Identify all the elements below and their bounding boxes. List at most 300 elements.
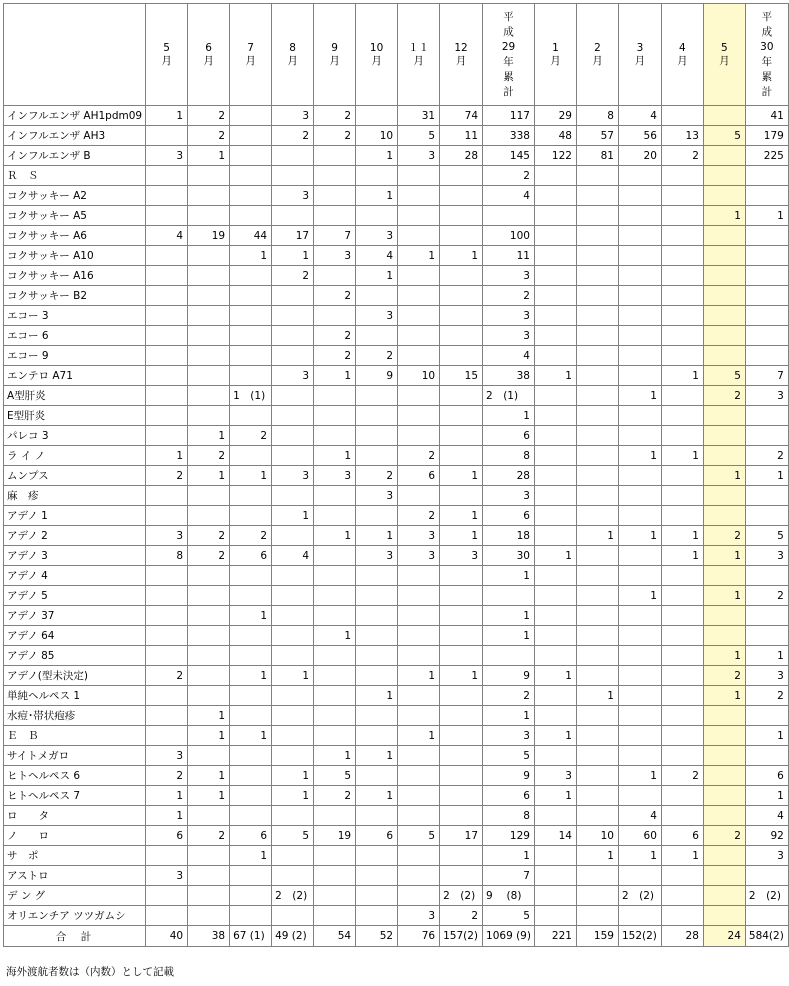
table-cell — [272, 446, 314, 466]
table-cell — [356, 706, 398, 726]
table-cell: 2 — [230, 426, 272, 446]
table-cell — [440, 786, 483, 806]
table-cell: 2 — [188, 526, 230, 546]
table-cell: 2 (2) — [272, 886, 314, 906]
table-cell — [314, 806, 356, 826]
table-cell — [534, 186, 576, 206]
table-cell — [703, 486, 745, 506]
table-cell — [534, 586, 576, 606]
table-cell — [576, 386, 618, 406]
table-cell: 159 — [576, 926, 618, 947]
table-cell — [618, 786, 661, 806]
table-cell — [618, 466, 661, 486]
table-cell — [576, 666, 618, 686]
table-cell — [398, 266, 440, 286]
table-cell — [146, 886, 188, 906]
table-cell: 1 — [314, 746, 356, 766]
table-cell: 9 — [483, 666, 535, 686]
table-cell — [188, 606, 230, 626]
table-row — [4, 386, 789, 406]
table-cell — [230, 766, 272, 786]
table-cell — [534, 466, 576, 486]
table-cell — [146, 366, 188, 386]
table-cell — [576, 626, 618, 646]
table-cell — [356, 866, 398, 886]
column-header: 3 月 — [618, 4, 661, 106]
table-cell: 2 — [230, 526, 272, 546]
table-cell: 1 — [661, 546, 703, 566]
table-cell: 1 — [356, 526, 398, 546]
table-cell: 6 — [356, 826, 398, 846]
table-cell — [483, 586, 535, 606]
table-cell — [618, 266, 661, 286]
table-cell: 1 — [272, 506, 314, 526]
table-cell: 8 — [483, 446, 535, 466]
row-label: エコー 3 — [4, 306, 146, 326]
table-cell: 1 — [146, 446, 188, 466]
table-cell — [618, 666, 661, 686]
table-cell: 584(2) — [745, 926, 788, 947]
table-cell — [230, 286, 272, 306]
row-label: アストロ — [4, 866, 146, 886]
table-cell — [745, 606, 788, 626]
table-cell — [272, 586, 314, 606]
table-cell — [146, 306, 188, 326]
table-cell: 2 — [483, 166, 535, 186]
row-label: デ ン グ — [4, 886, 146, 906]
table-cell — [576, 206, 618, 226]
table-cell — [356, 166, 398, 186]
table-cell — [576, 306, 618, 326]
table-cell — [703, 766, 745, 786]
table-cell — [745, 266, 788, 286]
total-label: 合 計 — [4, 926, 146, 947]
table-cell — [398, 566, 440, 586]
table-cell — [618, 626, 661, 646]
table-cell — [398, 346, 440, 366]
table-cell: 1 — [745, 786, 788, 806]
table-cell: 6 — [146, 826, 188, 846]
table-row — [4, 826, 789, 846]
table-cell — [534, 646, 576, 666]
table-cell — [576, 266, 618, 286]
table-row — [4, 246, 789, 266]
footnote: 海外渡航者数は（内数）として記載 — [6, 966, 174, 978]
table-cell — [314, 706, 356, 726]
table-cell: 1 — [440, 246, 483, 266]
table-cell: 2 — [745, 446, 788, 466]
table-cell — [534, 346, 576, 366]
table-cell — [618, 906, 661, 926]
table-cell: 2 — [272, 266, 314, 286]
table-cell — [703, 446, 745, 466]
table-cell — [661, 606, 703, 626]
table-cell — [356, 886, 398, 906]
table-cell: 1 — [272, 766, 314, 786]
table-cell — [398, 886, 440, 906]
table-cell — [703, 306, 745, 326]
table-cell: 1 — [703, 466, 745, 486]
table-cell — [703, 286, 745, 306]
table-cell — [661, 106, 703, 126]
table-cell: 30 — [483, 546, 535, 566]
row-label: ヒトヘルペス 6 — [4, 766, 146, 786]
table-cell — [534, 406, 576, 426]
table-cell — [703, 906, 745, 926]
table-cell — [272, 866, 314, 886]
table-cell — [230, 626, 272, 646]
table-cell — [272, 306, 314, 326]
table-cell: 338 — [483, 126, 535, 146]
table-cell: 2 — [188, 446, 230, 466]
table-cell: 1 — [398, 666, 440, 686]
table-cell: 1 — [356, 266, 398, 286]
table-row — [4, 626, 789, 646]
table-cell — [146, 686, 188, 706]
table-cell — [188, 266, 230, 286]
table-cell — [356, 846, 398, 866]
table-cell: 3 — [272, 466, 314, 486]
table-cell — [188, 626, 230, 646]
table-cell — [230, 166, 272, 186]
table-cell — [534, 866, 576, 886]
table-cell — [146, 246, 188, 266]
table-cell — [314, 606, 356, 626]
row-label: インフルエンザ B — [4, 146, 146, 166]
table-cell — [188, 566, 230, 586]
table-cell — [576, 586, 618, 606]
table-cell — [576, 886, 618, 906]
table-cell: 1 — [618, 586, 661, 606]
table-cell — [146, 606, 188, 626]
row-label: アデノ 5 — [4, 586, 146, 606]
table-cell — [661, 326, 703, 346]
table-cell — [534, 806, 576, 826]
table-cell: 1 — [440, 666, 483, 686]
column-header: 9 月 — [314, 4, 356, 106]
table-cell — [618, 686, 661, 706]
table-row — [4, 526, 789, 546]
table-cell — [356, 426, 398, 446]
table-cell — [703, 266, 745, 286]
table-cell: 179 — [745, 126, 788, 146]
table-cell — [230, 306, 272, 326]
table-cell — [661, 246, 703, 266]
table-cell: 3 — [483, 726, 535, 746]
table-cell — [314, 386, 356, 406]
table-cell — [146, 406, 188, 426]
column-header: 6 月 — [188, 4, 230, 106]
table-row — [4, 326, 789, 346]
table-cell: 3 — [398, 906, 440, 926]
table-cell — [272, 686, 314, 706]
table-cell — [576, 746, 618, 766]
table-cell — [745, 746, 788, 766]
table-cell — [618, 426, 661, 446]
table-cell — [230, 706, 272, 726]
table-cell: 1 — [398, 726, 440, 746]
table-cell: 7 — [483, 866, 535, 886]
table-cell: 5 — [314, 766, 356, 786]
table-cell: 38 — [483, 366, 535, 386]
table-cell — [576, 546, 618, 566]
table-cell: 7 — [314, 226, 356, 246]
table-cell — [230, 686, 272, 706]
column-header: 平 成 30 年 累 計 — [745, 4, 788, 106]
table-cell — [272, 386, 314, 406]
table-cell — [745, 346, 788, 366]
table-cell: 49 (2) — [272, 926, 314, 947]
table-cell — [576, 606, 618, 626]
table-cell: 3 — [356, 306, 398, 326]
table-cell — [534, 266, 576, 286]
table-cell — [534, 386, 576, 406]
table-cell: 1 — [272, 246, 314, 266]
row-label: アデノ 2 — [4, 526, 146, 546]
table-cell: 5 — [483, 906, 535, 926]
table-cell: 3 — [314, 466, 356, 486]
table-cell: 1 — [618, 386, 661, 406]
table-cell: 10 — [576, 826, 618, 846]
row-label: エンテロ A71 — [4, 366, 146, 386]
table-cell: 3 — [146, 146, 188, 166]
table-cell — [314, 166, 356, 186]
table-cell: 1 — [618, 526, 661, 546]
table-cell: 4 — [745, 806, 788, 826]
table-cell: 3 — [745, 846, 788, 866]
table-cell — [398, 646, 440, 666]
table-cell — [440, 266, 483, 286]
table-cell — [745, 426, 788, 446]
table-cell: 10 — [398, 366, 440, 386]
table-cell: 1 — [356, 786, 398, 806]
table-cell: 57 — [576, 126, 618, 146]
table-cell — [534, 326, 576, 346]
table-cell: 15 — [440, 366, 483, 386]
table-cell — [230, 906, 272, 926]
table-cell: 6 — [230, 546, 272, 566]
table-row — [4, 806, 789, 826]
table-body — [4, 106, 789, 947]
table-cell — [440, 706, 483, 726]
table-cell: 1 — [745, 466, 788, 486]
row-label: インフルエンザ AH1pdm09 — [4, 106, 146, 126]
table-cell — [356, 206, 398, 226]
table-cell — [661, 886, 703, 906]
table-cell: 4 — [146, 226, 188, 246]
table-cell: 1 — [483, 846, 535, 866]
table-cell: 5 — [272, 826, 314, 846]
table-cell — [661, 666, 703, 686]
table-cell — [534, 846, 576, 866]
table-cell — [188, 686, 230, 706]
table-cell — [576, 506, 618, 526]
table-row — [4, 886, 789, 906]
table-cell — [618, 406, 661, 426]
table-cell: 1 — [661, 526, 703, 546]
table-cell: 2 — [188, 546, 230, 566]
table-cell — [745, 406, 788, 426]
table-cell — [146, 206, 188, 226]
table-cell — [314, 206, 356, 226]
table-cell: 1 — [745, 726, 788, 746]
table-cell — [576, 806, 618, 826]
table-cell — [440, 686, 483, 706]
table-cell: 67 (1) — [230, 926, 272, 947]
table-cell — [534, 246, 576, 266]
table-cell: 2 — [314, 326, 356, 346]
table-cell: 2 — [745, 686, 788, 706]
table-cell — [398, 786, 440, 806]
table-cell: 2 — [314, 786, 356, 806]
table-cell: 2 — [146, 766, 188, 786]
table-cell — [703, 606, 745, 626]
table-cell: 1 — [534, 366, 576, 386]
table-cell — [440, 646, 483, 666]
table-cell — [398, 606, 440, 626]
row-label: A型肝炎 — [4, 386, 146, 406]
table-cell — [398, 326, 440, 346]
table-cell — [230, 126, 272, 146]
table-cell: 28 — [483, 466, 535, 486]
table-cell: 122 — [534, 146, 576, 166]
table-cell: 1 — [314, 366, 356, 386]
table-cell — [703, 346, 745, 366]
row-label: アデノ 4 — [4, 566, 146, 586]
table-cell — [618, 326, 661, 346]
table-cell: 1069 (9) — [483, 926, 535, 947]
table-cell: 3 — [356, 546, 398, 566]
table-cell — [272, 206, 314, 226]
table-cell — [440, 726, 483, 746]
table-cell: 3 — [534, 766, 576, 786]
table-cell: 3 — [356, 486, 398, 506]
table-cell — [576, 566, 618, 586]
table-cell: 1 — [703, 646, 745, 666]
column-header: 8 月 — [272, 4, 314, 106]
table-cell: 1 — [230, 466, 272, 486]
row-label: ノ ロ — [4, 826, 146, 846]
table-cell — [745, 486, 788, 506]
table-row — [4, 706, 789, 726]
table-cell: 1 — [483, 626, 535, 646]
table-row — [4, 366, 789, 386]
table-cell: 4 — [356, 246, 398, 266]
table-cell: 1 — [576, 686, 618, 706]
table-cell — [661, 586, 703, 606]
table-cell — [146, 506, 188, 526]
table-cell — [272, 346, 314, 366]
row-label: コクサッキー A5 — [4, 206, 146, 226]
table-row — [4, 166, 789, 186]
table-cell: 1 — [230, 666, 272, 686]
table-cell — [230, 746, 272, 766]
table-cell: 92 — [745, 826, 788, 846]
table-cell — [745, 186, 788, 206]
table-cell: 1 — [534, 666, 576, 686]
table-cell — [703, 806, 745, 826]
table-cell: 41 — [745, 106, 788, 126]
row-label: アデノ 85 — [4, 646, 146, 666]
table-cell — [398, 166, 440, 186]
table-cell — [314, 406, 356, 426]
table-row — [4, 486, 789, 506]
table-cell — [440, 306, 483, 326]
table-cell — [188, 386, 230, 406]
table-cell — [314, 546, 356, 566]
table-cell: 1 — [272, 666, 314, 686]
table-cell: 2 — [314, 286, 356, 306]
table-cell: 1 — [398, 246, 440, 266]
table-cell — [188, 846, 230, 866]
table-cell: 2 — [661, 146, 703, 166]
table-cell — [146, 166, 188, 186]
table-cell — [661, 686, 703, 706]
table-cell — [661, 806, 703, 826]
table-cell — [703, 866, 745, 886]
table-cell — [576, 906, 618, 926]
table-cell: 7 — [745, 366, 788, 386]
table-cell — [618, 506, 661, 526]
table-cell: 44 — [230, 226, 272, 246]
table-cell — [398, 386, 440, 406]
virus-detection-table — [3, 3, 789, 947]
row-label: ロ タ — [4, 806, 146, 826]
table-cell — [661, 466, 703, 486]
table-cell — [230, 586, 272, 606]
table-cell: 19 — [314, 826, 356, 846]
row-label: オリエンチア ツツガムシ — [4, 906, 146, 926]
table-cell: 1 — [703, 206, 745, 226]
table-cell — [661, 186, 703, 206]
table-row — [4, 506, 789, 526]
table-cell — [356, 506, 398, 526]
table-cell — [314, 686, 356, 706]
table-cell: 1 — [188, 146, 230, 166]
table-cell: 2 (2) — [745, 886, 788, 906]
table-cell: 1 — [314, 446, 356, 466]
table-cell — [230, 146, 272, 166]
table-cell — [356, 326, 398, 346]
table-cell — [146, 266, 188, 286]
table-cell — [483, 646, 535, 666]
table-cell — [576, 726, 618, 746]
column-header: 12 月 — [440, 4, 483, 106]
table-cell: 6 — [661, 826, 703, 846]
table-cell — [534, 486, 576, 506]
table-cell: 1 — [230, 726, 272, 746]
row-label: Ｅ Ｂ — [4, 726, 146, 746]
table-cell: 17 — [440, 826, 483, 846]
table-cell — [440, 586, 483, 606]
table-cell — [356, 106, 398, 126]
table-cell — [398, 486, 440, 506]
table-cell — [661, 646, 703, 666]
table-cell — [576, 186, 618, 206]
table-cell — [440, 486, 483, 506]
table-cell — [398, 286, 440, 306]
table-cell — [272, 526, 314, 546]
table-cell — [440, 206, 483, 226]
table-cell — [314, 146, 356, 166]
table-cell: 2 — [483, 686, 535, 706]
table-cell: 3 — [398, 546, 440, 566]
corner-cell — [4, 4, 146, 106]
table-cell: 1 — [146, 106, 188, 126]
table-row — [4, 846, 789, 866]
row-label: コクサッキー A6 — [4, 226, 146, 246]
table-cell — [314, 306, 356, 326]
